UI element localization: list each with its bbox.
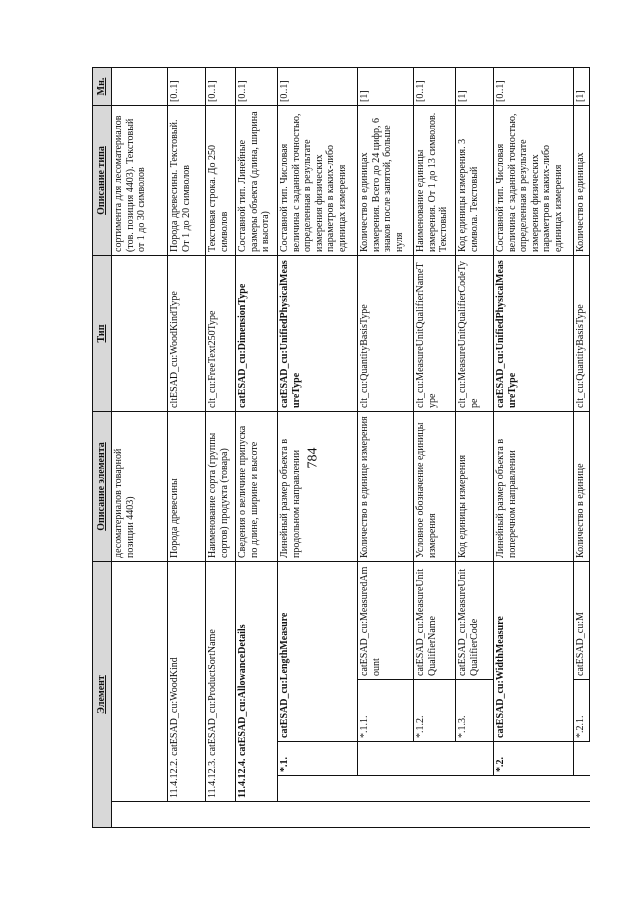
row-number: *.1. <box>278 742 358 776</box>
row-element-name: catESAD_cu:WidthMeasure <box>494 562 574 742</box>
element-table <box>92 67 590 828</box>
row-description: Сведения о величине припуска по длине, ширине и высоте <box>236 412 278 562</box>
table-row <box>278 68 358 828</box>
row-number: 11.4.12.3. <box>207 755 218 798</box>
row-element-name: catESAD_cu:MeasureUnitQualifierName <box>414 562 456 680</box>
row-number: *.1.1. <box>358 680 414 742</box>
header-type-description: Описание типа <box>93 106 112 256</box>
table-row <box>414 68 456 828</box>
table-row <box>494 68 574 828</box>
row-element-name: catESAD_cu:WoodKind <box>169 657 180 756</box>
row-type-description: Количество в единицах <box>574 106 590 256</box>
header-multiplicity: Мн. <box>93 68 112 106</box>
rotated-table-frame <box>92 68 607 828</box>
row-type-description: Составной тип. Числовая величина с заданной точностью, определенная в результате измерения физических параметров в каких-либо единицах измерения <box>278 106 358 256</box>
header-type: Тип <box>93 256 112 412</box>
table-row <box>358 68 414 828</box>
row-multiplicity: [0..1] <box>168 68 206 106</box>
row-type-description: Код единицы измерения. 3 символа. Текстовый <box>456 106 494 256</box>
row-number: 11.4.12.4. <box>237 756 248 798</box>
row-element-name: catESAD_cu:M <box>574 562 590 680</box>
page-number: 784 <box>305 447 321 469</box>
row-description: Линейный размер объекта в продольном направлении <box>278 412 358 562</box>
row-type-description: Наименование единицы измерения. От 1 до 13 символов. Текстовый <box>414 106 456 256</box>
row-multiplicity: [0..1] <box>414 68 456 106</box>
row-type: catESAD_cu:DimensionType <box>236 256 278 412</box>
row-description: Количество в единице измерения <box>358 412 414 562</box>
table-row <box>168 68 206 828</box>
row-description: Количество в единице <box>574 412 590 562</box>
row-number: *.2.1. <box>574 680 590 742</box>
row-type-description: Порода древесины. Текстовый. От 1 до 20 символов <box>168 106 206 256</box>
row-description: Условное обозначение единицы измерения <box>414 412 456 562</box>
row-multiplicity: [1] <box>456 68 494 106</box>
row-type: clt_cu:MeasureUnitQualifierNameType <box>414 256 456 412</box>
row-type-description: Текстовая строка. До 250 символов <box>206 106 236 256</box>
row-type: clt_cu:FreeText250Type <box>206 256 236 412</box>
row-type-description: Составной тип. Линейные размеры объекта (длина, ширина и высота) <box>236 106 278 256</box>
table-row <box>456 68 494 828</box>
table-row <box>112 68 168 828</box>
table-row <box>236 68 278 828</box>
row-type-description: Количество в единицах измерения. Всего до 24 цифр, 6 знаков после запятой, больше нуля <box>358 106 414 256</box>
row-description: Код единицы измерения <box>456 412 494 562</box>
row-multiplicity: [0..1] <box>236 68 278 106</box>
row-type: clt_cu:QuantityBasisType <box>358 256 414 412</box>
row-description: Наименование сорта (группы сортов) продукта (товара) <box>206 412 236 562</box>
row-element-name <box>112 562 168 802</box>
row-element-name: catESAD_cu:MeasureUnitQualifierCode <box>456 562 494 680</box>
row-type-description: Составной тип. Числовая величина с заданной точностью, определенная в результате измерения физических параметров в каких-либо единицах измерения <box>494 106 574 256</box>
row-multiplicity: [0..1] <box>206 68 236 106</box>
row-type: catESAD_cu:UnifiedPhysicalMeasureType <box>278 256 358 412</box>
row-multiplicity: [0..1] <box>494 68 574 106</box>
row-description: Линейный размер объекта в поперечном направлении <box>494 412 574 562</box>
row-element-name: catESAD_cu:AllowanceDetails <box>237 624 248 757</box>
row-type: clt_cu:QuantityBasisType <box>574 256 590 412</box>
row-type: catESAD_cu:UnifiedPhysicalMeasureType <box>494 256 574 412</box>
row-multiplicity: [1] <box>358 68 414 106</box>
table-header-row <box>93 68 112 828</box>
row-type <box>112 256 168 412</box>
row-element-name: catESAD_cu:ProductSortName <box>207 629 218 756</box>
row-description: десоматериалов товарной позиции 4403) <box>112 412 168 562</box>
row-type-description: сортимента для лесоматериалов (тов. позиция 4403). Текстовый от 1 до 30 символов <box>112 106 168 256</box>
table-row <box>206 68 236 828</box>
row-element-name: catESAD_cu:LengthMeasure <box>278 562 358 742</box>
row-number: *.1.3. <box>456 680 494 742</box>
row-type: clt_cu:MeasureUnitQualifierCodeType <box>456 256 494 412</box>
row-type: cltESAD_cu:WoodKindType <box>168 256 206 412</box>
header-description: Описание элемента <box>93 412 112 562</box>
row-element-name: catESAD_cu:MeasuredAmount <box>358 562 414 680</box>
row-description: Порода древесины <box>168 412 206 562</box>
header-element: Элемент <box>93 562 112 828</box>
row-multiplicity: [0..1] <box>278 68 358 106</box>
document-table-container <box>92 68 607 828</box>
row-multiplicity: [1] <box>574 68 590 106</box>
row-multiplicity <box>112 68 168 106</box>
row-number: *.1.2. <box>414 680 456 742</box>
table-row <box>574 68 590 828</box>
row-number: *.2. <box>494 742 574 776</box>
row-number: 11.4.12.2. <box>169 755 180 798</box>
